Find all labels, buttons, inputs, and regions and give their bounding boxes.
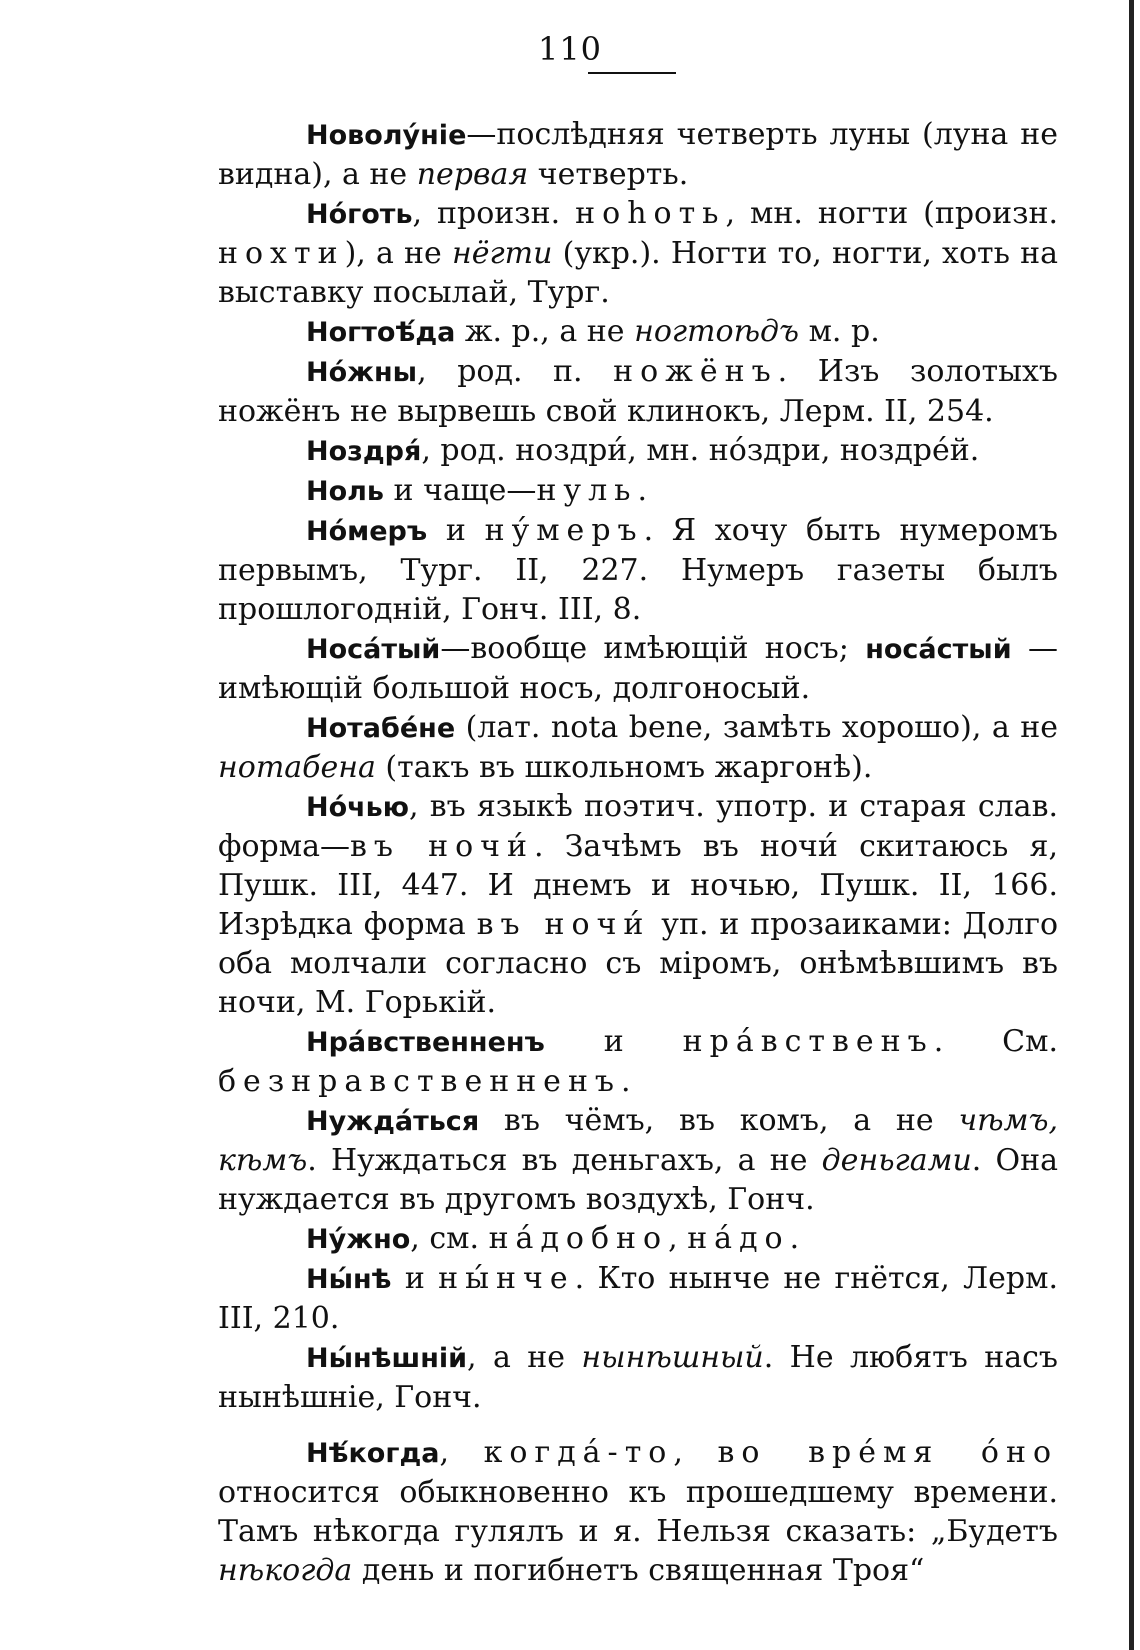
entry-headword: Но́чью bbox=[306, 792, 410, 823]
page-edge-bar bbox=[1129, 0, 1134, 1650]
entry-text: , см. bbox=[410, 1221, 489, 1256]
entry-sub-headword: носа́стый bbox=[865, 634, 1012, 665]
entry-text: день и погибнетъ священная Троя“ bbox=[352, 1553, 925, 1588]
entry-spaced-form: нуль bbox=[536, 473, 638, 508]
entry-headword: Ны́нѣшній bbox=[306, 1343, 468, 1374]
entry-text: . См. bbox=[933, 1024, 1058, 1059]
entry-text: и чаще— bbox=[384, 473, 537, 508]
dictionary-entry bbox=[218, 708, 1058, 787]
entry-text: —послѣдняя четверть луны (луна не видна), а не bbox=[218, 117, 1058, 192]
entry-italic-form: чѣмъ, кѣмъ bbox=[218, 1103, 1058, 1178]
entry-headword: Нужда́ться bbox=[306, 1106, 480, 1137]
page-number-rule bbox=[588, 72, 676, 74]
entry-text: уп. и прозаиками: Долго оба молчали согласно съ міромъ, онѣмѣвшимъ въ ночи, М. Горькій. bbox=[218, 907, 1059, 1020]
entry-headword: Нѣ́когда bbox=[306, 1438, 440, 1469]
entry-italic-form: нёгти bbox=[451, 236, 553, 271]
entry-text: (укр.). Ногти то, ногти, хоть на выставку посылай, Тург. bbox=[218, 236, 1058, 310]
entry-text: , bbox=[673, 1435, 718, 1470]
entry-headword: Но́жны bbox=[306, 357, 418, 388]
entry-spaced-form: въ ночи́ bbox=[476, 907, 651, 942]
dictionary-entry bbox=[218, 194, 1058, 312]
entry-spaced-form: въ ночи́ bbox=[349, 829, 535, 864]
dictionary-entry bbox=[218, 629, 1058, 708]
entry-italic-form: деньгами bbox=[821, 1143, 972, 1178]
dictionary-entry bbox=[218, 115, 1058, 194]
entry-text: четверть. bbox=[528, 157, 689, 192]
entry-text: . Я хочу быть нумеромъ первымъ, Тург. II, 227. Нумеръ газеты былъ прошлогодній, Гонч. III, 8. bbox=[218, 513, 1058, 627]
entry-text: . Зачѣмъ въ ночи́ скитаюсь я, Пушк. III, 447. И днемъ и ночью, Пушк. II, 166. Изрѣдка форма bbox=[218, 829, 1058, 942]
entry-text: . bbox=[637, 473, 648, 508]
entry-text: и bbox=[427, 513, 485, 548]
entry-text: , bbox=[439, 1435, 484, 1470]
entry-spaced-form: на́до bbox=[687, 1221, 790, 1256]
entry-spaced-form: во вре́мя о́но bbox=[717, 1435, 1059, 1470]
entry-headword: Ногтоѣ́да bbox=[306, 317, 456, 348]
entry-headword: Ноль bbox=[306, 476, 384, 507]
entry-spaced-form: нра́вственъ bbox=[682, 1024, 934, 1059]
dictionary-entry bbox=[218, 312, 1058, 352]
entry-headword: Ны́нѣ bbox=[306, 1264, 392, 1295]
entry-headword: Носа́тый bbox=[306, 634, 441, 665]
dictionary-entry bbox=[218, 352, 1058, 431]
entry-text: . Не любятъ насъ нынѣшніе, Гонч. bbox=[218, 1340, 1058, 1415]
entry-text: . Нуждаться въ деньгахъ, а не bbox=[307, 1143, 822, 1178]
entry-text: м. р. bbox=[799, 314, 880, 349]
dictionary-entry bbox=[218, 1219, 1058, 1259]
entry-text: . bbox=[789, 1221, 800, 1256]
entry-text: —вообще имѣющій носъ; bbox=[440, 631, 866, 666]
entry-italic-form: нотабена bbox=[218, 750, 376, 785]
entry-spaced-form: безнравственненъ bbox=[218, 1064, 622, 1099]
entry-spaced-form: ну́меръ bbox=[484, 513, 644, 548]
dictionary-entry bbox=[218, 511, 1058, 629]
entry-headword: Новолу́ніе bbox=[306, 120, 467, 151]
dictionary-entry bbox=[218, 471, 1058, 511]
dictionary-entry bbox=[218, 1433, 1058, 1590]
entry-italic-form: нѣкогда bbox=[218, 1553, 353, 1588]
entry-headword: Нотабе́не bbox=[306, 713, 456, 744]
entry-text: и bbox=[544, 1024, 683, 1059]
entry-text: относится обыкновенно къ прошедшему времени. Тамъ нѣкогда гулялъ и я. Нельзя сказать: „Будетъ bbox=[218, 1475, 1058, 1549]
entry-text: и bbox=[391, 1261, 439, 1296]
entry-headword: Нра́вственненъ bbox=[306, 1027, 545, 1058]
dictionary-entry bbox=[218, 1101, 1058, 1219]
entry-headword: Ну́жно bbox=[306, 1224, 411, 1255]
entry-spaced-form: ноһоть bbox=[575, 196, 726, 231]
entry-text: , род. ноздри́, мн. но́здри, ноздре́й. bbox=[421, 433, 980, 468]
entry-text: . Она нуждается въ другомъ воздухѣ, Гонч. bbox=[218, 1143, 1058, 1217]
entry-spaced-form: когда́-то bbox=[483, 1435, 674, 1470]
entry-text: , а не bbox=[467, 1340, 582, 1375]
entry-headword: Но́готь bbox=[306, 199, 413, 230]
entry-text: . Кто нынче не гнётся, Лерм. III, 210. bbox=[218, 1261, 1058, 1336]
entry-text: , мн. ногти (произн. bbox=[725, 196, 1059, 231]
entry-text: . Изъ золотыхъ ножёнъ не вырвешь свой клинокъ, Лерм. II, 254. bbox=[218, 354, 1058, 429]
entry-italic-form: первая bbox=[416, 157, 529, 192]
entry-text: , bbox=[668, 1221, 688, 1256]
entry-italic-form: ногтоѣдъ bbox=[634, 314, 800, 349]
entry-italic-form: нынѣшный bbox=[581, 1340, 764, 1375]
entry-text: ж. р., а не bbox=[455, 314, 635, 349]
entry-headword: Ноздря́ bbox=[306, 436, 422, 467]
dictionary-entry bbox=[218, 431, 1058, 471]
page-number: 110 bbox=[537, 30, 603, 68]
entry-text: , въ языкѣ поэтич. употр. и старая слав. форма— bbox=[218, 789, 1058, 864]
dictionary-entry bbox=[218, 1259, 1058, 1338]
entry-text: (лат. nota bene, замѣть хорошо), а не bbox=[455, 710, 1058, 745]
entry-spaced-form: на́добно bbox=[488, 1221, 669, 1256]
entry-text: , род. п. bbox=[417, 354, 614, 389]
entry-text: (такъ въ школьномъ жаргонѣ). bbox=[375, 750, 873, 785]
entry-text: — имѣющій большой носъ, долгоносый. bbox=[218, 631, 1058, 706]
entry-spaced-form: нохти bbox=[218, 236, 345, 271]
dictionary-entries bbox=[218, 115, 1058, 1590]
entry-text: ), а не bbox=[344, 236, 452, 271]
entry-spaced-form: ны́нче bbox=[438, 1261, 575, 1296]
dictionary-entry bbox=[218, 787, 1058, 1022]
entry-headword: Но́меръ bbox=[306, 516, 428, 547]
entry-text: , произн. bbox=[412, 196, 576, 231]
entry-text: . bbox=[621, 1064, 631, 1099]
entry-spaced-form: ножёнъ bbox=[613, 354, 778, 389]
dictionary-entry bbox=[218, 1338, 1058, 1417]
entry-text: въ чёмъ, въ комъ, а не bbox=[479, 1103, 959, 1138]
dictionary-entry bbox=[218, 1022, 1058, 1101]
